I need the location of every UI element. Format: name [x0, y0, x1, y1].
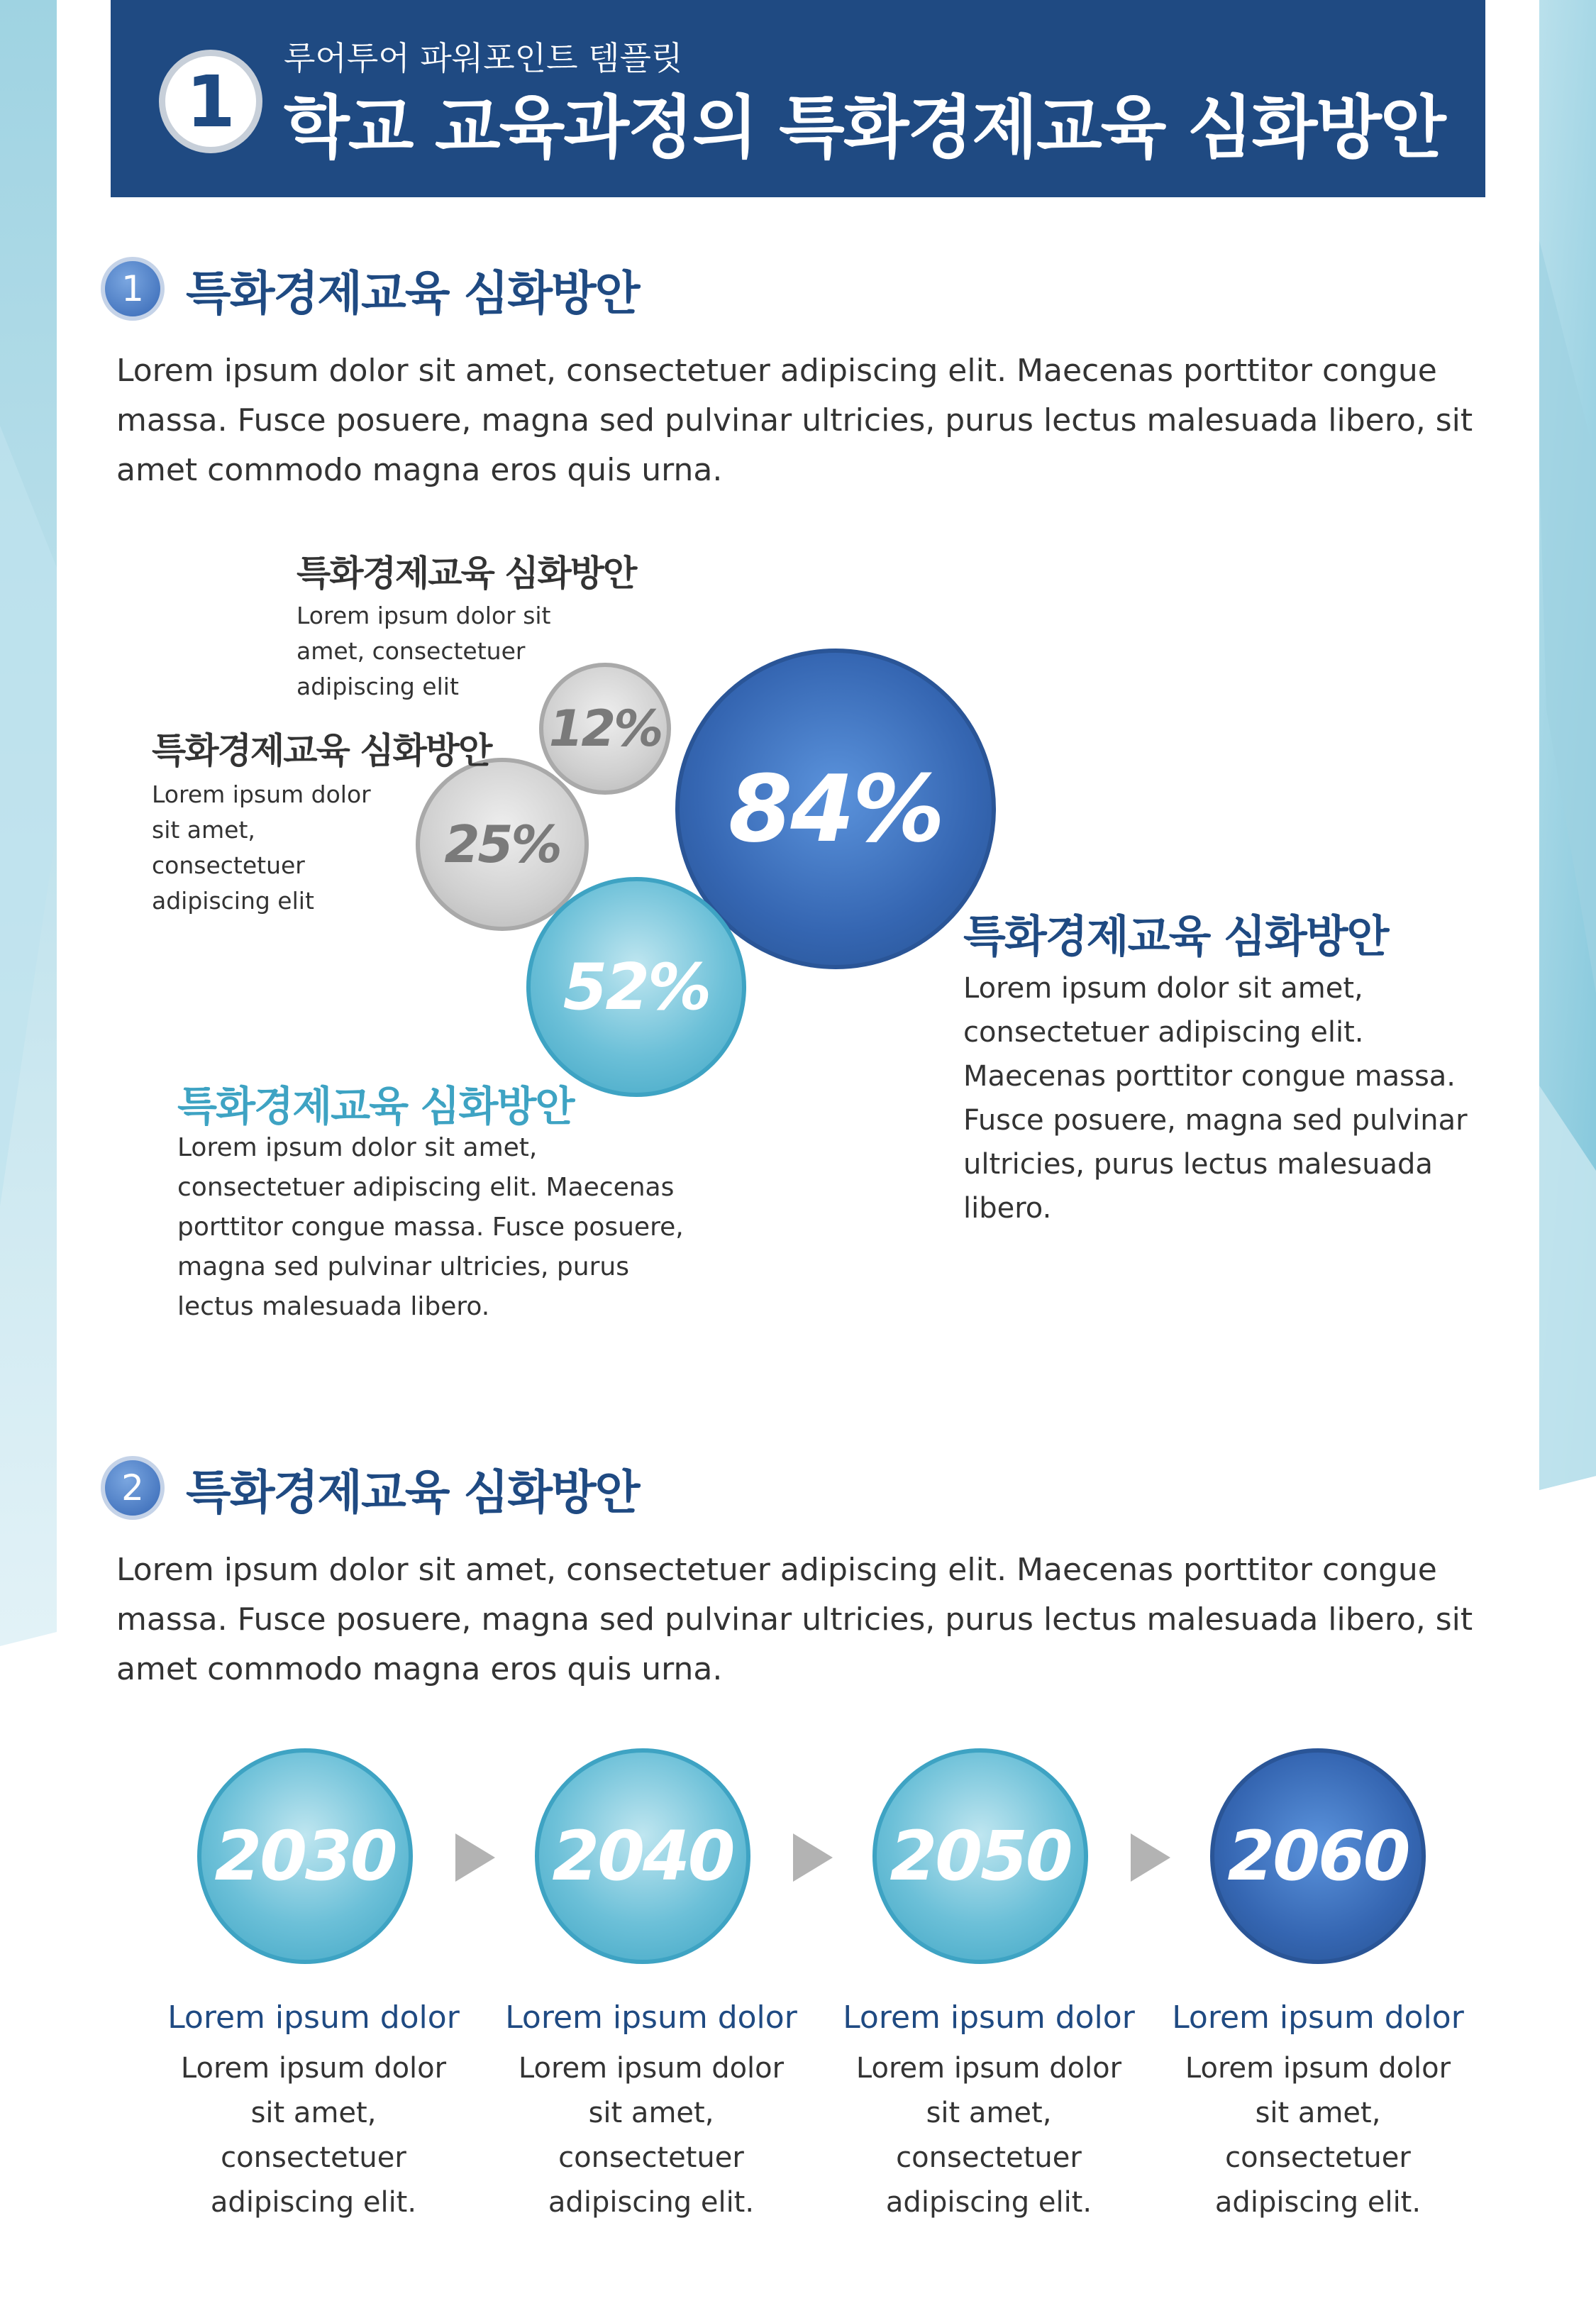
section-2-paragraph: Lorem ipsum dolor sit amet, consectetuer adipiscing elit. Maecenas porttitor congue massa. Fusce posuere, magna sed pulvinar ultricies, purus lectus malesuada libero, sit amet commodo magna eros quis urna. [116, 1552, 1473, 1687]
label-4-text: Lorem ipsum dolor sit amet, consectetuer adipiscing elit. Maecenas porttitor congue massa. Fusce posuere, magna sed pulvinar ultricies, purus lectus malesuada libero. [963, 972, 1468, 1225]
section-1-title: 특화경제교육 심화방안 [186, 266, 639, 321]
timeline-heading-4: Lorem ipsum dolor [1172, 1999, 1464, 2036]
timeline-text-3: Lorem ipsum dolor sit amet, consectetuer adipiscing elit. [855, 2052, 1122, 2219]
timeline-text-4: Lorem ipsum dolor sit amet, consectetuer adipiscing elit. [1185, 2052, 1451, 2219]
bubble-52: 52% [526, 877, 746, 1097]
bubble-12: 12% [539, 663, 671, 795]
triangle-right-icon [793, 1833, 833, 1882]
timeline-text-2: Lorem ipsum dolor sit amet, consectetuer adipiscing elit. [518, 2052, 785, 2219]
label-2-title: 특화경제교육 심화방안 [152, 730, 492, 771]
section-1-number: 1 [101, 257, 165, 321]
timeline-text-1: Lorem ipsum dolor sit amet, consectetuer adipiscing elit. [180, 2052, 447, 2219]
triangle-right-icon [455, 1833, 495, 1882]
label-2-text: Lorem ipsum dolor sit amet, consectetuer adipiscing elit [152, 780, 371, 915]
section-1-paragraph: Lorem ipsum dolor sit amet, consectetuer adipiscing elit. Maecenas porttitor congue massa. Fusce posuere, magna sed pulvinar ultricies, purus lectus malesuada libero, sit amet commodo magna eros quis urna. [116, 353, 1473, 488]
triangle-right-icon [1131, 1833, 1170, 1882]
timeline-heading-1: Lorem ipsum dolor [167, 1999, 460, 2036]
label-1-text: Lorem ipsum dolor sit amet, consectetuer adipiscing elit [297, 602, 551, 700]
timeline-heading-3: Lorem ipsum dolor [843, 1999, 1135, 2036]
timeline-heading-2: Lorem ipsum dolor [505, 1999, 797, 2036]
timeline-circle-2030: 2030 [197, 1748, 413, 1964]
label-1-title: 특화경제교육 심화방안 [297, 553, 636, 594]
page-title: 학교 교육과정의 특화경제교육 심화방안 [284, 88, 1445, 167]
label-3-text: Lorem ipsum dolor sit amet, consectetuer adipiscing elit. Maecenas porttitor congue massa. Fusce posuere, magna sed pulvinar ultricies, purus lectus malesuada libero. [177, 1133, 684, 1321]
bubble-25: 25% [416, 758, 589, 931]
header-number-badge: 1 [159, 50, 262, 153]
timeline-circle-2060: 2060 [1210, 1748, 1426, 1964]
label-3-title: 특화경제교육 심화방안 [177, 1082, 574, 1130]
section-2-title: 특화경제교육 심화방안 [186, 1465, 639, 1520]
label-4-title: 특화경제교육 심화방안 [963, 910, 1388, 962]
bubble-84: 84% [675, 649, 996, 969]
timeline-circle-2050: 2050 [872, 1748, 1088, 1964]
timeline-circle-2040: 2040 [535, 1748, 750, 1964]
header-subtitle: 루어투어 파워포인트 템플릿 [284, 39, 683, 77]
section-2-number: 2 [101, 1456, 165, 1520]
